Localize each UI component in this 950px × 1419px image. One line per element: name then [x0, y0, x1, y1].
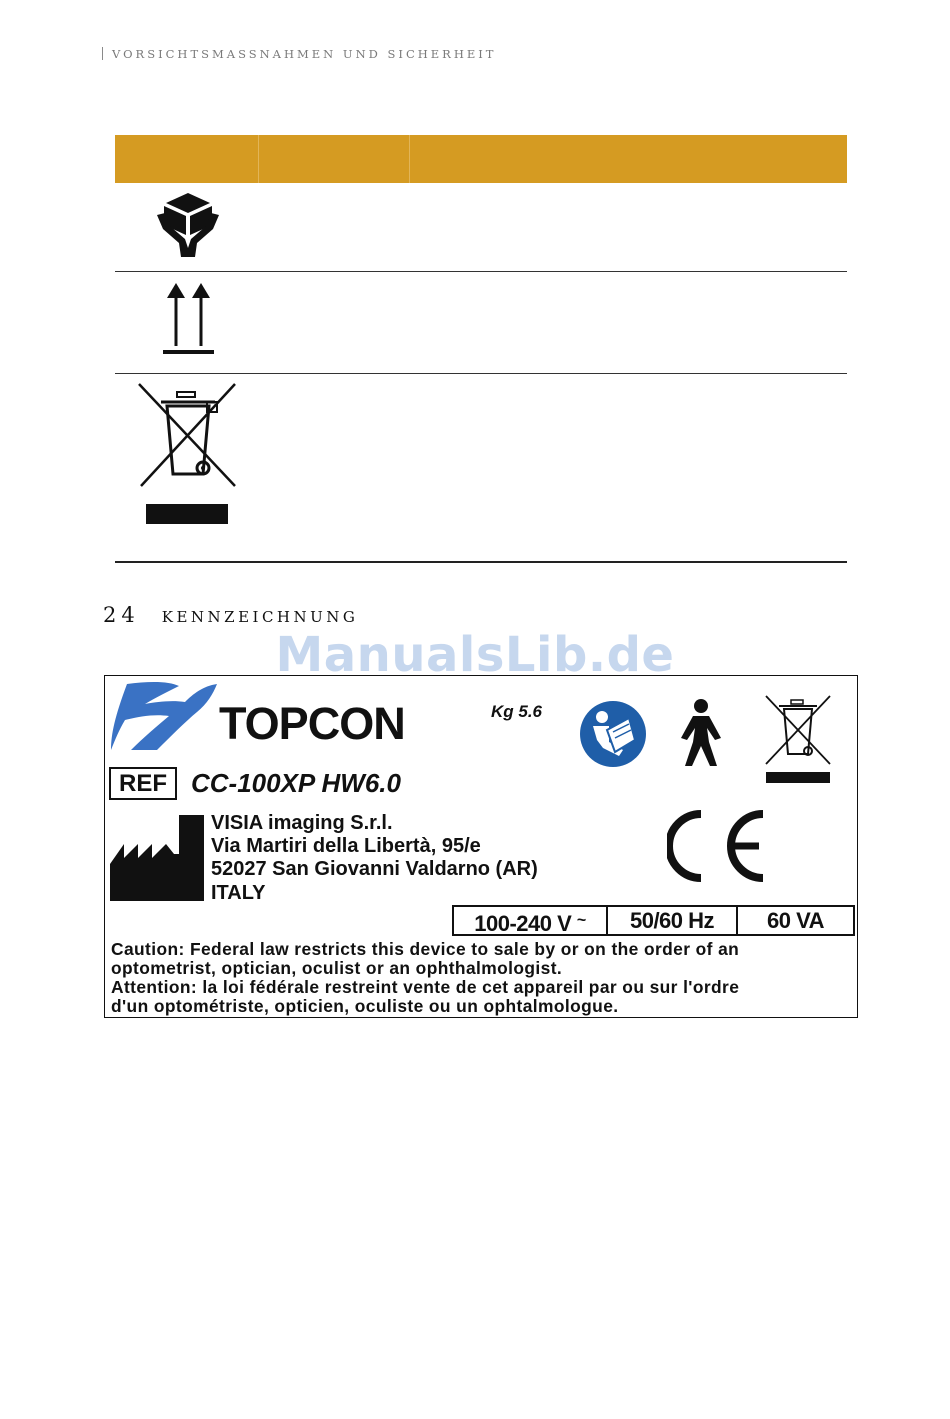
weee-crossed-bin-icon — [137, 382, 237, 528]
weight: Kg 5.6 — [491, 702, 543, 721]
caution-line: optometrist, optician, oculist or an ophthalmologist. — [111, 958, 563, 978]
power-rating: 60 VA — [766, 908, 824, 933]
header-rule — [102, 47, 103, 60]
header-cell-symbol — [115, 135, 259, 183]
this-way-up-icon — [161, 282, 217, 358]
caution-line: Attention: la loi fédérale restreint vente de cet appareil par ou sur l'ordre — [111, 977, 740, 997]
table-row — [115, 374, 847, 563]
caution-line: Caution: Federal law restricts this device to sale by or on the order of an — [111, 939, 740, 959]
symbol-table-header — [115, 135, 847, 183]
symbol-table — [115, 135, 847, 563]
brand-name: TOPCON — [219, 698, 405, 749]
frequency: 50/60 Hz — [608, 907, 738, 934]
table-row — [115, 183, 847, 272]
section-heading — [103, 603, 358, 627]
caution-text — [111, 940, 739, 1016]
type-b-applied-part-icon — [679, 698, 723, 768]
model-number: CC-100XP HW6.0 — [191, 768, 401, 798]
running-header — [102, 47, 496, 61]
manufacturer-country: ITALY — [211, 882, 266, 904]
read-manual-icon — [579, 700, 647, 768]
running-header-text: VORSICHTSMASSNAHMEN UND SICHERHEIT — [112, 47, 497, 61]
section-number: 24 — [103, 603, 140, 627]
manufacturer-street: Via Martiri della Libertà, 95/e — [211, 835, 481, 857]
voltage: 100-240 V — [474, 911, 572, 936]
watermark: ManualsLib.de — [275, 627, 675, 683]
ce-mark-icon — [667, 810, 767, 882]
device-label — [104, 675, 858, 1018]
section-title: KENNZEICHNUNG — [161, 608, 359, 626]
header-cell-2 — [259, 135, 410, 183]
ref-symbol: REF — [109, 767, 177, 800]
caution-line: d'un optométriste, opticien, oculiste ou un ophtalmologue. — [111, 996, 619, 1016]
weee-crossed-bin-icon — [763, 694, 833, 786]
manufacturer-city: 52027 San Giovanni Valdarno (AR) — [211, 858, 538, 880]
header-cell-description — [410, 135, 847, 183]
voltage-cell — [454, 907, 608, 934]
topcon-logo-icon — [109, 680, 221, 752]
manufacturer-factory-icon — [110, 814, 205, 902]
ac-current-icon: ~ — [576, 912, 586, 929]
fragile-handle-with-care-icon — [155, 191, 221, 259]
manufacturer-name: VISIA imaging S.r.l. — [211, 812, 393, 834]
electrical-rating — [452, 905, 855, 936]
table-row — [115, 272, 847, 374]
